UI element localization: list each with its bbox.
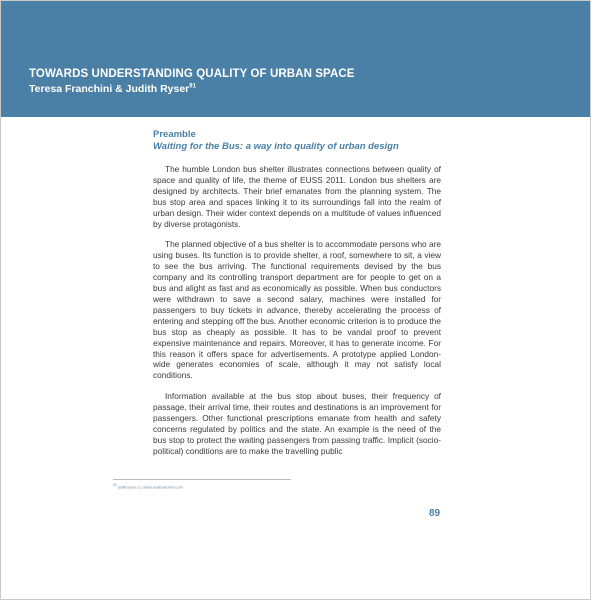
authors: Teresa Franchini & Judith Ryser [29, 83, 190, 95]
header-band [1, 1, 590, 117]
footnote-divider [113, 479, 291, 480]
authors-line [29, 83, 196, 95]
footnote [113, 483, 183, 489]
paragraph-2: The planned objective of a bus shelter is to accommodate persons who are using buses. Its function is to provide shelter, a roof, somewhere to sit, a view to see the bus arriving. The functional requirements devised by the bus company and its controlling transport department are for people to get on a bus and alight as fast and as economically as possible. When bus conductors were withdrawn to save a second salary, machines were installed for passengers to buy tickets in advance, thereby accelerating the process of entering and stepping off the bus. Another economic criterion is to produce the bus stop as cheaply as possible. It has to be vandal proof to prevent expensive maintenance and repairs. Moreover, it has to generate income. For this reason it offers space for advertisements. A prototype applied London-wide generates economies of scale, although it may not satisfy local conditions. [153, 239, 441, 381]
footnote-text[interactable]: judithryser.co.uk/teresafranchini.com [118, 484, 183, 490]
body-text [153, 164, 441, 457]
author-footnote-marker[interactable]: 91 [189, 83, 196, 90]
chapter-title: TOWARDS UNDERSTANDING QUALITY OF URBAN SPACE [29, 68, 355, 80]
paragraph-1: The humble London bus shelter illustrates connections between quality of space and quality of life, the theme of EUSS 2011. London bus shelters are designed by architects. Their brief emanates from the planning system. The bus stop area and spaces linking it to its surroundings fall into the realm of urban design. Their wider context depends on a multitude of values influenced by diverse protagonists. [153, 164, 441, 229]
section-subtitle: Waiting for the Bus: a way into quality of urban design [153, 141, 399, 152]
page-number: 89 [429, 508, 441, 519]
footnote-marker: 91 [113, 483, 117, 487]
paragraph-3: Information available at the bus stop about buses, their frequency of passage, their arrival time, their routes and destinations is an improvement for passengers. Other functional prescriptions emanate from health and safety concerns regulated by politics and the state. An example is the need of the bus stop to protect the waiting passengers from passing traffic. Implicit (socio-political) conditions are to make the travelling public [153, 391, 441, 456]
section-label: Preamble [153, 129, 196, 140]
